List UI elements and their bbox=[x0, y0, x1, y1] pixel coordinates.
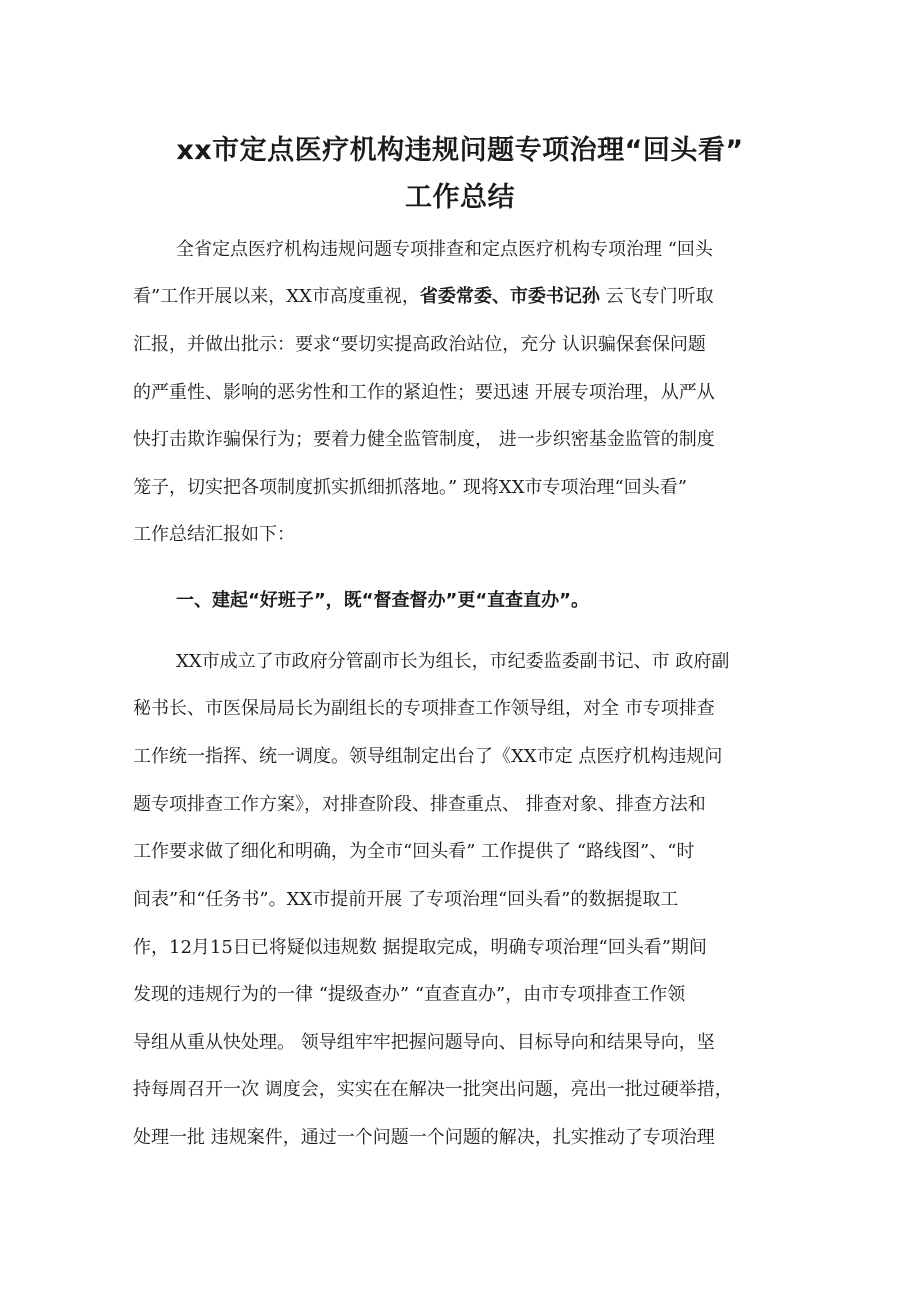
paragraph-2-line-6: 间表”和“任务书”。XX市提前开展 了专项治理“回头看”的数据提取工 bbox=[133, 889, 679, 910]
paragraph-1-line-2-text-a: 看”工作开展以来，XX市高度重视， bbox=[133, 286, 420, 307]
paragraph-2-line-2: 秘书长、市医保局局长为副组长的专项排查工作领导组，对全 市专项排查 bbox=[133, 698, 715, 719]
document-title-line-2: 工作总结 bbox=[405, 182, 515, 213]
paragraph-2-line-8: 发现的违规行为的一律 “提级查办” “直查直办”，由市专项排查工作领 bbox=[133, 984, 686, 1005]
paragraph-1-line-7: 工作总结汇报如下： bbox=[133, 524, 295, 545]
paragraph-1-line-4: 的严重性、影响的恶劣性和工作的紧迫性；要迅速 开展专项治理，从严从 bbox=[133, 382, 715, 403]
paragraph-2-line-7: 作，12月15日已将疑似违规数 据提取完成，明确专项治理“回头看”期间 bbox=[133, 937, 707, 958]
paragraph-1-line-1: 全省定点医疗机构违规问题专项排查和定点医疗机构专项治理 “回头 bbox=[176, 239, 713, 260]
paragraph-2-line-3: 工作统一指挥、统一调度。领导组制定出台了《XX市定 点医疗机构违规问 bbox=[133, 746, 723, 767]
paragraph-2-line-5: 工作要求做了细化和明确，为全市“回头看” 工作提供了 “路线图”、“时 bbox=[133, 841, 695, 862]
paragraph-1-line-2-text-b: 云飞专门听取 bbox=[599, 286, 714, 307]
paragraph-1-line-2-bold: 省委常委、市委书记孙 bbox=[419, 286, 600, 307]
paragraph-2-line-10: 持每周召开一次 调度会，实实在在解决一批突出问题，亮出一批过硬举措， bbox=[133, 1079, 733, 1100]
paragraph-2-line-1: XX市成立了市政府分管副市长为组长，市纪委监委副书记、市 政府副 bbox=[176, 651, 730, 672]
paragraph-1-line-3: 汇报，并做出批示：要求“要切实提高政治站位，充分 认识骗保套保问题 bbox=[133, 334, 706, 355]
paragraph-2-line-11: 处理一批 违规案件，通过一个问题一个问题的解决，扎实推动了专项治理 bbox=[133, 1127, 715, 1148]
section-1-heading: 一、建起“好班子”，既“督查督办”更“直查直办”。 bbox=[176, 590, 589, 611]
paragraph-1-line-5: 快打击欺诈骗保行为；要着力健全监管制度， 进一步织密基金监管的制度 bbox=[133, 429, 715, 450]
paragraph-1-line-2 bbox=[133, 285, 714, 309]
paragraph-2-line-4: 题专项排查工作方案》，对排查阶段、排查重点、 排查对象、排查方法和 bbox=[133, 794, 706, 815]
paragraph-1-line-6: 笼子，切实把各项制度抓实抓细抓落地。” 现将XX市专项治理“回头看” bbox=[133, 477, 687, 498]
document-title-line-1: xx市定点医疗机构违规问题专项治理“回头看” bbox=[176, 135, 744, 166]
paragraph-2-line-9: 导组从重从快处理。 领导组牢牢把握问题导向、目标导向和结果导向，坚 bbox=[133, 1032, 715, 1053]
